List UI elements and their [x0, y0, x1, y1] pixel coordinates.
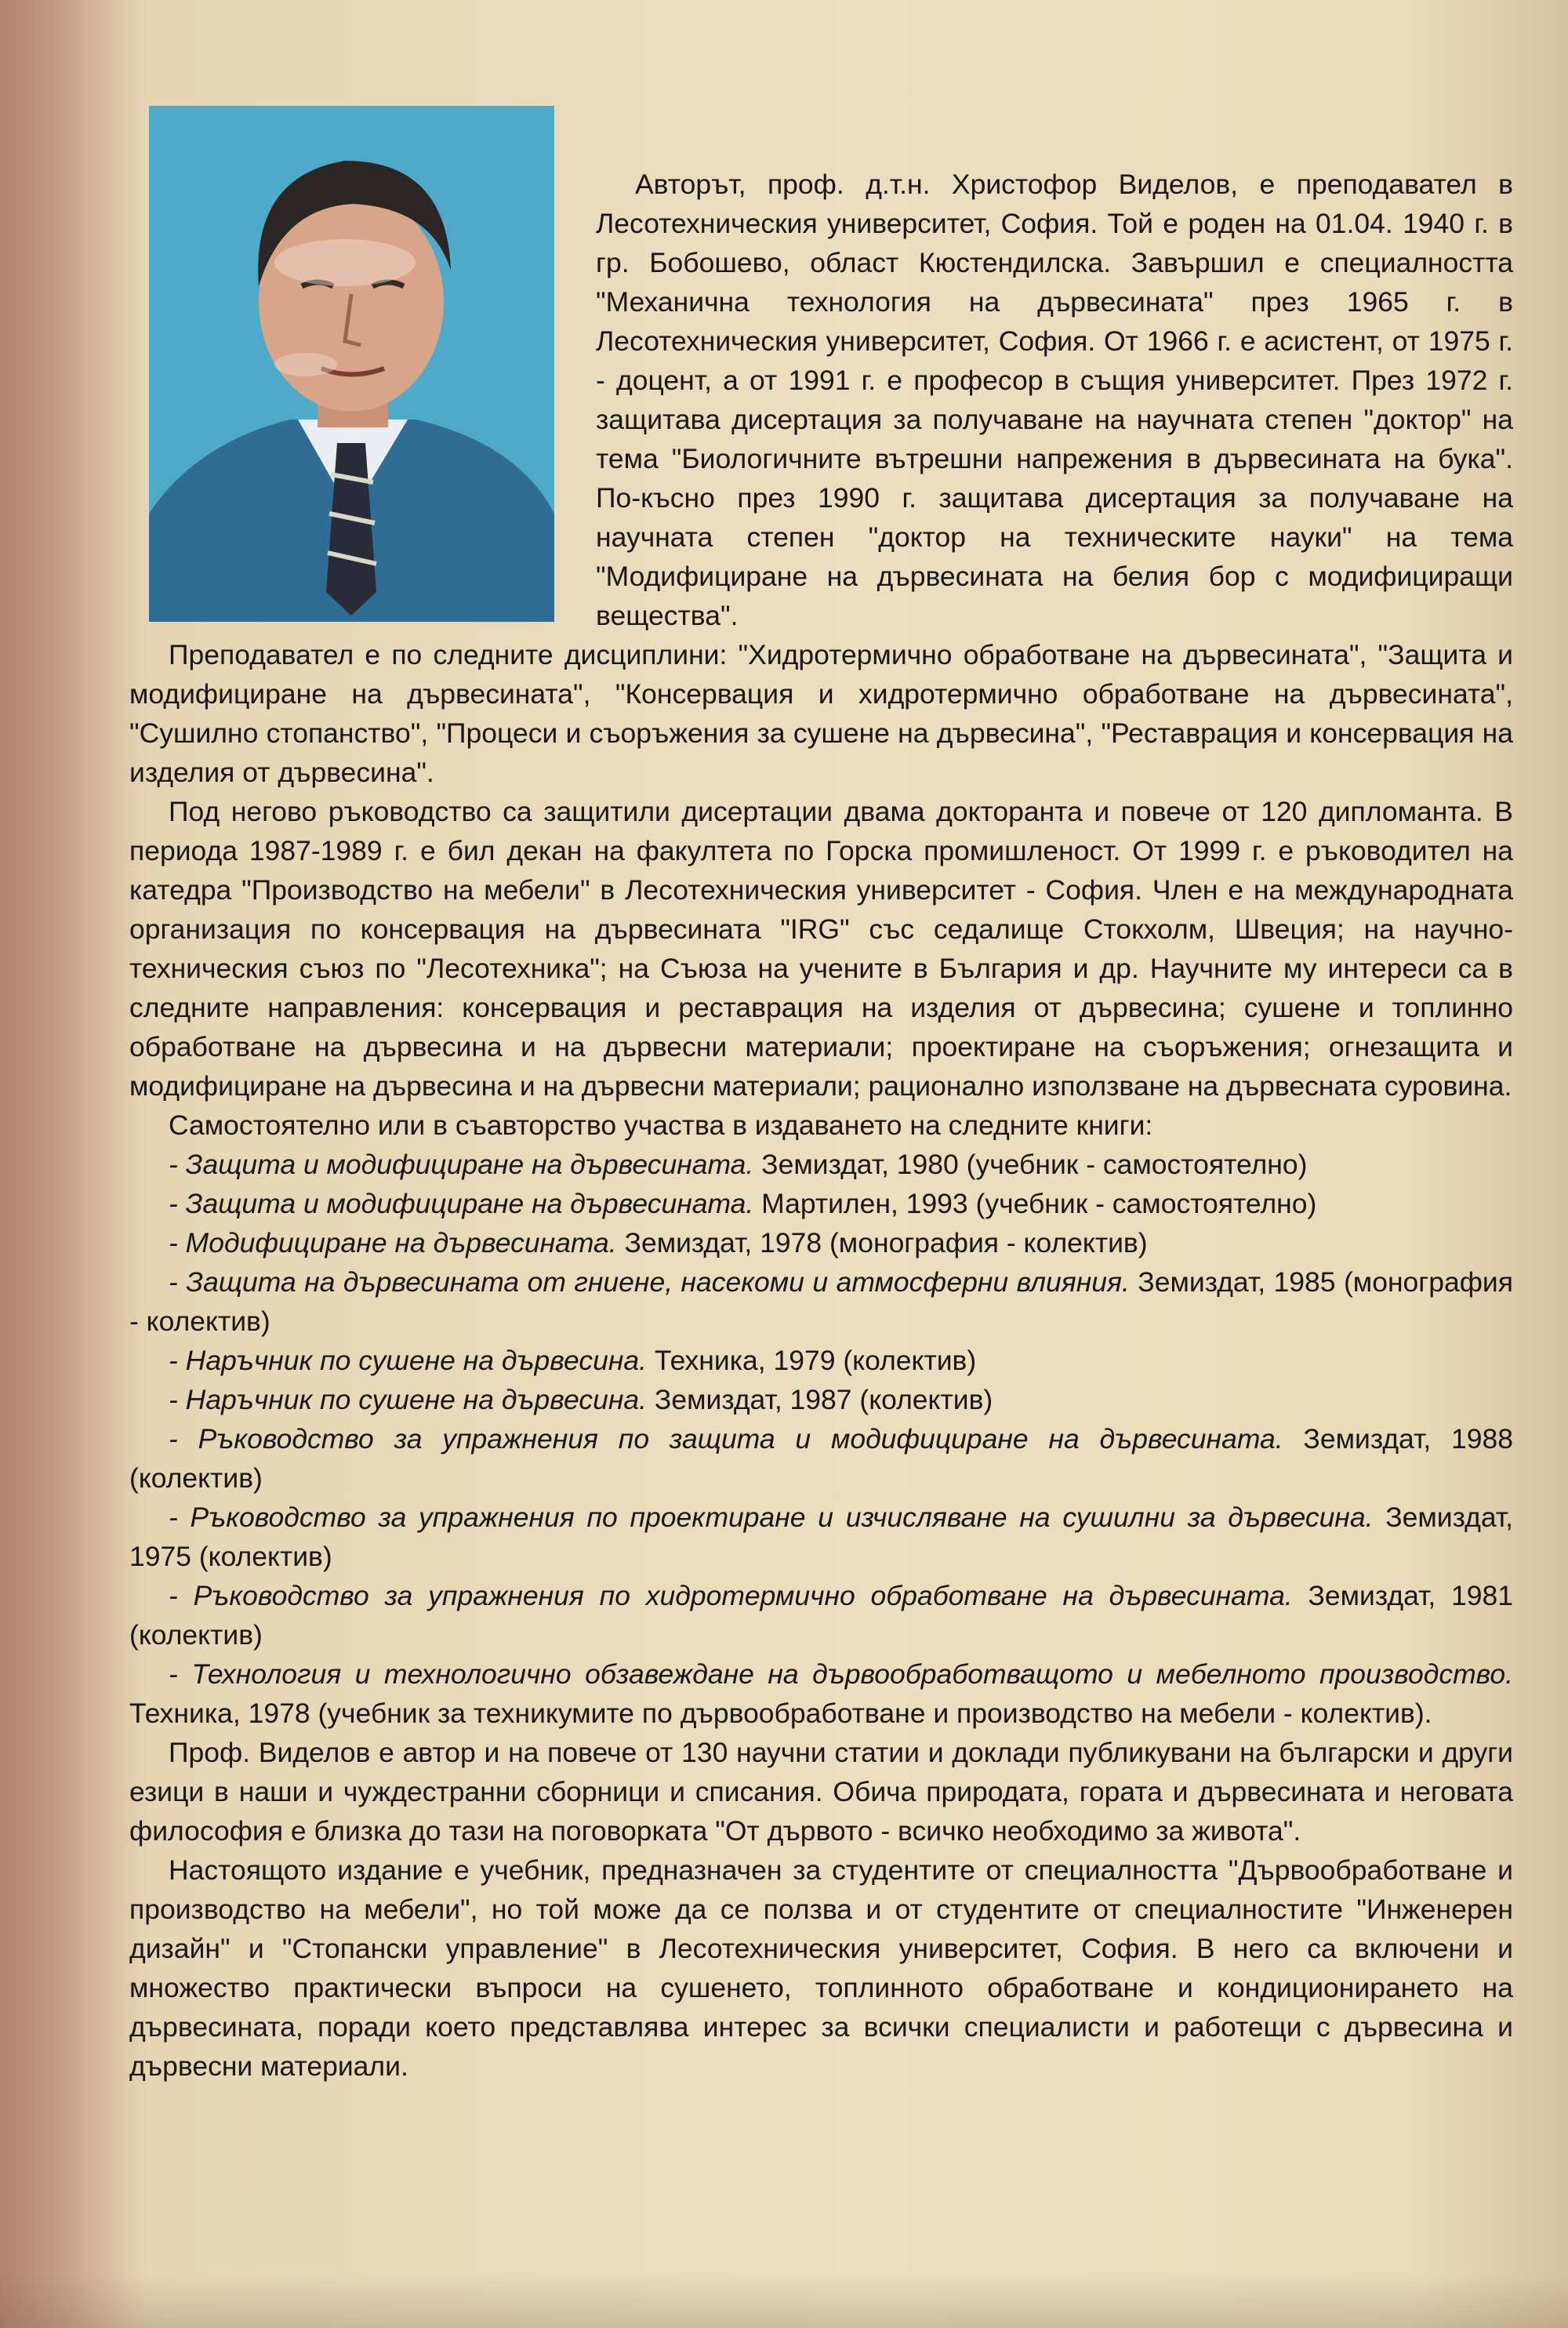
book-list-item: - Защита и модифициране на дървесината. Мартилен, 1993 (учебник - самостоятелно): [169, 1188, 1317, 1219]
book-list-item: - Наръчник по сушене на дървесина. Земиздат, 1987 (колектив): [169, 1384, 993, 1415]
book-list-item: - Технология и технологично обзавеждане на дървообработващото и мебелното производство. Техника, 1978 (учебник за техникумите по дървообработване и производство на мебели - колектив).: [129, 1658, 1513, 1729]
book-list-item: - Защита на дървесината от гниене, насекоми и атмосферни влияния. Земиздат, 1985 (монография - колектив): [129, 1266, 1513, 1337]
book-list-item: - Ръководство за упражнения по защита и модифициране на дървесината. Земиздат, 1988 (колектив): [129, 1423, 1513, 1494]
edition-paragraph: Настоящото издание е учебник, предназначен за студентите от специалността "Дървообработване и производство на мебели", но той може да се ползва и от студентите от специалностите "Инженерен дизайн" и "Стопански управление" в Лесотехническия университет, София. В него са включени и множество практически въпроси на сушенето, топлинното обработване и кондиционирането на дървесината, поради което представлява интерес за всички специалисти и работещи с дървесина и дървесни материали.: [129, 1854, 1513, 2082]
book-list-item: - Ръководство за упражнения по хидротермично обработване на дървесината. Земиздат, 1981 (колектив): [129, 1580, 1513, 1651]
publications-paragraph: Проф. Виделов е автор и на повече от 130 научни статии и доклади публикувани на български и други езици в наши и чуждестранни сборници и списания. Обича природата, гората и дървесината и неговата философия е близка до тази на поговорката "От дървото - всичко необходимо за живота".: [129, 1737, 1513, 1847]
career-paragraph: Под негово ръководство са защитили дисертации двама докторанта и повече от 120 дипломанта. В периода 1987-1989 г. е бил декан на факултета по Горска промишленост. От 1999 г. е ръководител на катедра "Производство на мебели" в Лесотехническия университет - София. Член е на международната организация по консервация на дървесината "IRG" със седалище Стокхолм, Швеция; на научно-техническия съюз по "Лесотехника"; на Съюза на учените в България и др. Научните му интереси са в следните направления: консервация и реставрация на изделия от дървесина; сушене и топлинно обработване на дървесина и на дървесни материали; проектиране на съоръжения; огнезащита и модифициране на дървесина и на дървесни материали; рационално използване на дървесната суровина.: [129, 796, 1513, 1102]
book-list-item: - Наръчник по сушене на дървесина. Техника, 1979 (колектив): [169, 1345, 977, 1376]
biography-text: [129, 165, 1513, 2086]
intro-paragraph: Авторът, проф. д.т.н. Христофор Виделов, е преподавател в Лесотехническия университет, София. Той е роден на 01.04. 1940 г. в гр. Бобошево, област Кюстендилска. Завършил е специалността "Механична технология на дървесината" през 1965 г. в Лесотехническия университет, София. От 1966 г. е асистент, от 1975 г. - доцент, а от 1991 г. е професор в същия университет. През 1972 г. защитава дисертация за получаване на научната степен "доктор" на тема "Биологичните вътрешни напрежения в дървесината на бука". По-късно през 1990 г. защитава дисертация за получаване на научната степен "доктор на техническите науки" на тема "Модифициране на дървесината на белия бор с модифициращи вещества".: [596, 169, 1513, 631]
disciplines-paragraph: Преподавател е по следните дисциплини: "Хидротермично обработване на дървесината", "Защита и модифициране на дървесината", "Консервация и хидротермично обработване на дървесината", "Сушилно стопанство", "Процеси и съоръжения за сушене на дървесина", "Реставрация и консервация на изделия от дървесина".: [129, 639, 1513, 788]
book-list-item: - Модифициране на дървесината. Земиздат, 1978 (монография - колектив): [169, 1227, 1148, 1258]
book-list-item: - Ръководство за упражнения по проектиране и изчисляване на сушилни за дървесина. Земиздат, 1975 (колектив): [129, 1502, 1513, 1572]
cover-spine-shadow: [0, 0, 125, 2328]
books-intro-paragraph: Самостоятелно или в съавторство участва в издаването на следните книги:: [169, 1110, 1153, 1141]
book-list-item: - Защита и модифициране на дървесината. Земиздат, 1980 (учебник - самостоятелно): [169, 1149, 1308, 1180]
cover-bottom-shadow: [0, 2273, 1568, 2328]
